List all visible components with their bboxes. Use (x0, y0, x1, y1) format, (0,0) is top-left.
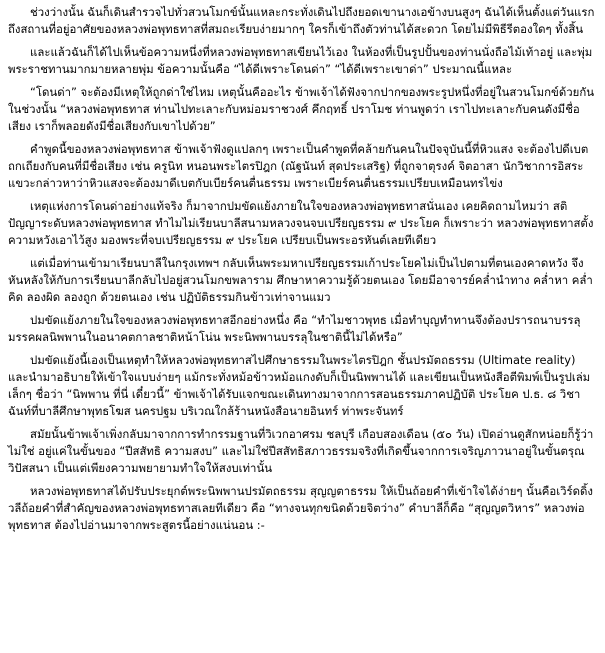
paragraph-8: ปมขัดแย้งนี้เองเป็นเหตุทำให้หลวงพ่อพุทธทาสไปศึกษาธรรมในพระไตรปิฎก ชั้นปรมัตถธรรม (Ultimate reality) และนำมาอธิบายให้เข้าใจแบบง่ายๆ แม้กระทั่งหม้อข้าวหม้อแกงดับก็เป็นนิพพานได้ และเขียนเป็นหนังสือตีพิมพ์เป็นรูปเล่มเล็กๆ ชื่อว่า “นิพพาน ที่นี่ เดี๋ยวนี้” ข้าพเจ้าได้รับแจกขณะเดินทางมาจากการสอนธรรมภาคปฏิบัติ ประโยค ป.ธ. ๘ วิชาฉันท์ที่บาลีศึกษาพุทธโฆส นครปฐม บริเวณใกล้ร้านหนังสือนายอินทร์ ท่าพระจันทร์ (8, 353, 591, 418)
paragraph-5: เหตุแห่งการโดนด่าอย่างแท้จริง ก็มาจากปมขัดแย้งภายในใจของหลวงพ่อพุทธทาสนั่นเอง เคยคิดถามไหมว่า สติปัญญาระดับหลวงพ่อพุทธทาส ทำไมไม่เรียนบาลีสนามหลวงจนจบเปรียญธรรม ๙ ประโยค ก็เพราะว่า หลวงพ่อพุทธทาสตั้งความหวังเอาไว้สูง มองพระที่จบเปรียญธรรม ๙ ประโยค เปรียบเป็นพระอรหันต์เลยทีเดียว (8, 199, 594, 247)
paragraph-10: หลวงพ่อพุทธทาสได้ปรับประยุกต์พระนิพพานปรมัตถธรรม สุญญตาธรรม ให้เป็นถ้อยคำที่เข้าใจได้ง่ายๆ นั้นคือเวิร์ดดิ้งวลีถ้อยคำที่สำคัญของหลวงพ่อพุทธทาสเลยทีเดียว คือ “ทางจนทุกขนิดด้วยจิตว่าง” คำบาลีก็คือ “สุญญตวิหาร” หลวงพ่อพุทธทาส ต้องไปอ่านมาจากพระสูตรนี้อย่างแน่นอน :- (8, 484, 593, 532)
paragraph-2: และแล้วฉันก็ได้ไปเห็นข้อความหนึ่งที่หลวงพ่อพุทธทาสเขียนไว้เอง ในห้องที่เป็นรูปปั้นของท่านนั่งถือไม้เท้าอยู่ และพุ่มพระราชทานมากมายหลายพุ่ม ข้อความนั้นคือ “ได้ดีเพราะโดนด่า” “ได้ดีเพราะเขาด่า” ประมาณนี้แหละ (8, 45, 593, 76)
paragraph-3: “โดนด่า” จะต้องมีเหตุให้ถูกด่าใช่ไหม เหตุนั้นคืออะไร ข้าพเจ้าได้ฟังจากปากของพระรูปหนึ่งที่อยู่ในสวนโมกข์ด้วยกันในช่วงนั้น “หลวงพ่อพุทธทาส ท่านไปทะเลาะกับหม่อมราชวงศ์ คึกฤทธิ์ ปราโมช ท่านพูดว่า เราไปทะเลาะกับคนดังมีชื่อเสียง เราก็พลอยดังมีชื่อเสียงกับเขาไปด้วย” (8, 85, 594, 133)
paragraph-9: สมัยนั้นข้าพเจ้าเพิ่งกลับมาจากการทำกรรมฐานที่วิเวกอาศรม ชลบุรี เกือบสองเดือน (๕๐ วัน) เปิดอ่านดูสักหน่อยก็รู้ว่า ไม่ใช่ อยู่แค่ในขั้นของ “ปีสสัทธิ ความสงบ” และไม่ใช่ปีสสัทธิสภาวธรรมจริงที่เกิดขึ้นจากการเจริญภาวนาอยู่ในขั้นตรุณวิปัสสนา เป็นแต่เพียงความพยายามทำใจให้สงบเท่านั้น (8, 427, 594, 475)
paragraph-6: แต่เมื่อท่านเข้ามาเรียนบาลีในกรุงเทพฯ กลับเห็นพระมหาเปรียญธรรมเก้าประโยคไม่เป็นไปตามที่ตนเองคาดหวัง จึงหันหลังให้กับการเรียนบาลีกลับไปอยู่สวนโมกขพลาราม ศึกษาหาความรู้ด้วยตนเอง โดยมีอาจารย์คล่ำนำทาง คล่ำหา คล่ำคิด ลองผิด ลองถูก ด้วยตนเอง เช่น ปฏิบัติธรรมกินข้าวเท่าจานแมว (8, 256, 593, 304)
paragraph-7: ปมขัดแย้งภายในใจของหลวงพ่อพุทธทาสอีกอย่างหนึ่ง คือ “ทำไมชาวพุทธ เมื่อทำบุญทำทานจึงต้องปรารถนาบรรลุมรรคผลนิพพานในอนาคตกาลชาติหน้าโน่น พระนิพพานบรรลุในชาตินี้ไม่ได้หรือ” (8, 313, 581, 344)
paragraph-4: คำพูดนี้ของหลวงพ่อพุทธทาส ข้าพเจ้าฟังดูแปลกๆ เพราะเป็นคำพูดที่คล้ายกันคนในปัจจุบันนี้ที่หิวแสง จะต้องไปดีเบตถกเถียงกับคนที่มีชื่อเสียง เช่น ครูนิท หนอนพระไตรปิฎก (ณัฐนันท์ สุดประเสริฐ) ที่ถูกจาตุรงค์ จิตอาสา นักวิชาการอิสระแขวะกล่าวหาว่าหิวแสงจะต้องมาดีเบตกับเบียร์คนตื่นธรรม เพราะเบียร์คนตื่นธรรมเปรียบเหมือนทรไข่ง (8, 142, 589, 190)
paragraph-1: ช่วงว่างนั้น ฉันก็เดินสำรวจไปทั่วสวนโมกข์นั้นแหละกระทั่งเดินไปถึงยอดเขานางเอข้างบนสูงๆ ฉันได้เห็นตั้งแต่วันแรกถึงสถานที่อยู่อาศัยของหลวงพ่อพุทธทาสที่สมถะเรียบง่ายมากๆ ใครก็เข้าถึงตัวท่านได้สะดวก โดยไม่มีพิธีรีตองใดๆ ทั้งสิ้น (8, 5, 595, 36)
